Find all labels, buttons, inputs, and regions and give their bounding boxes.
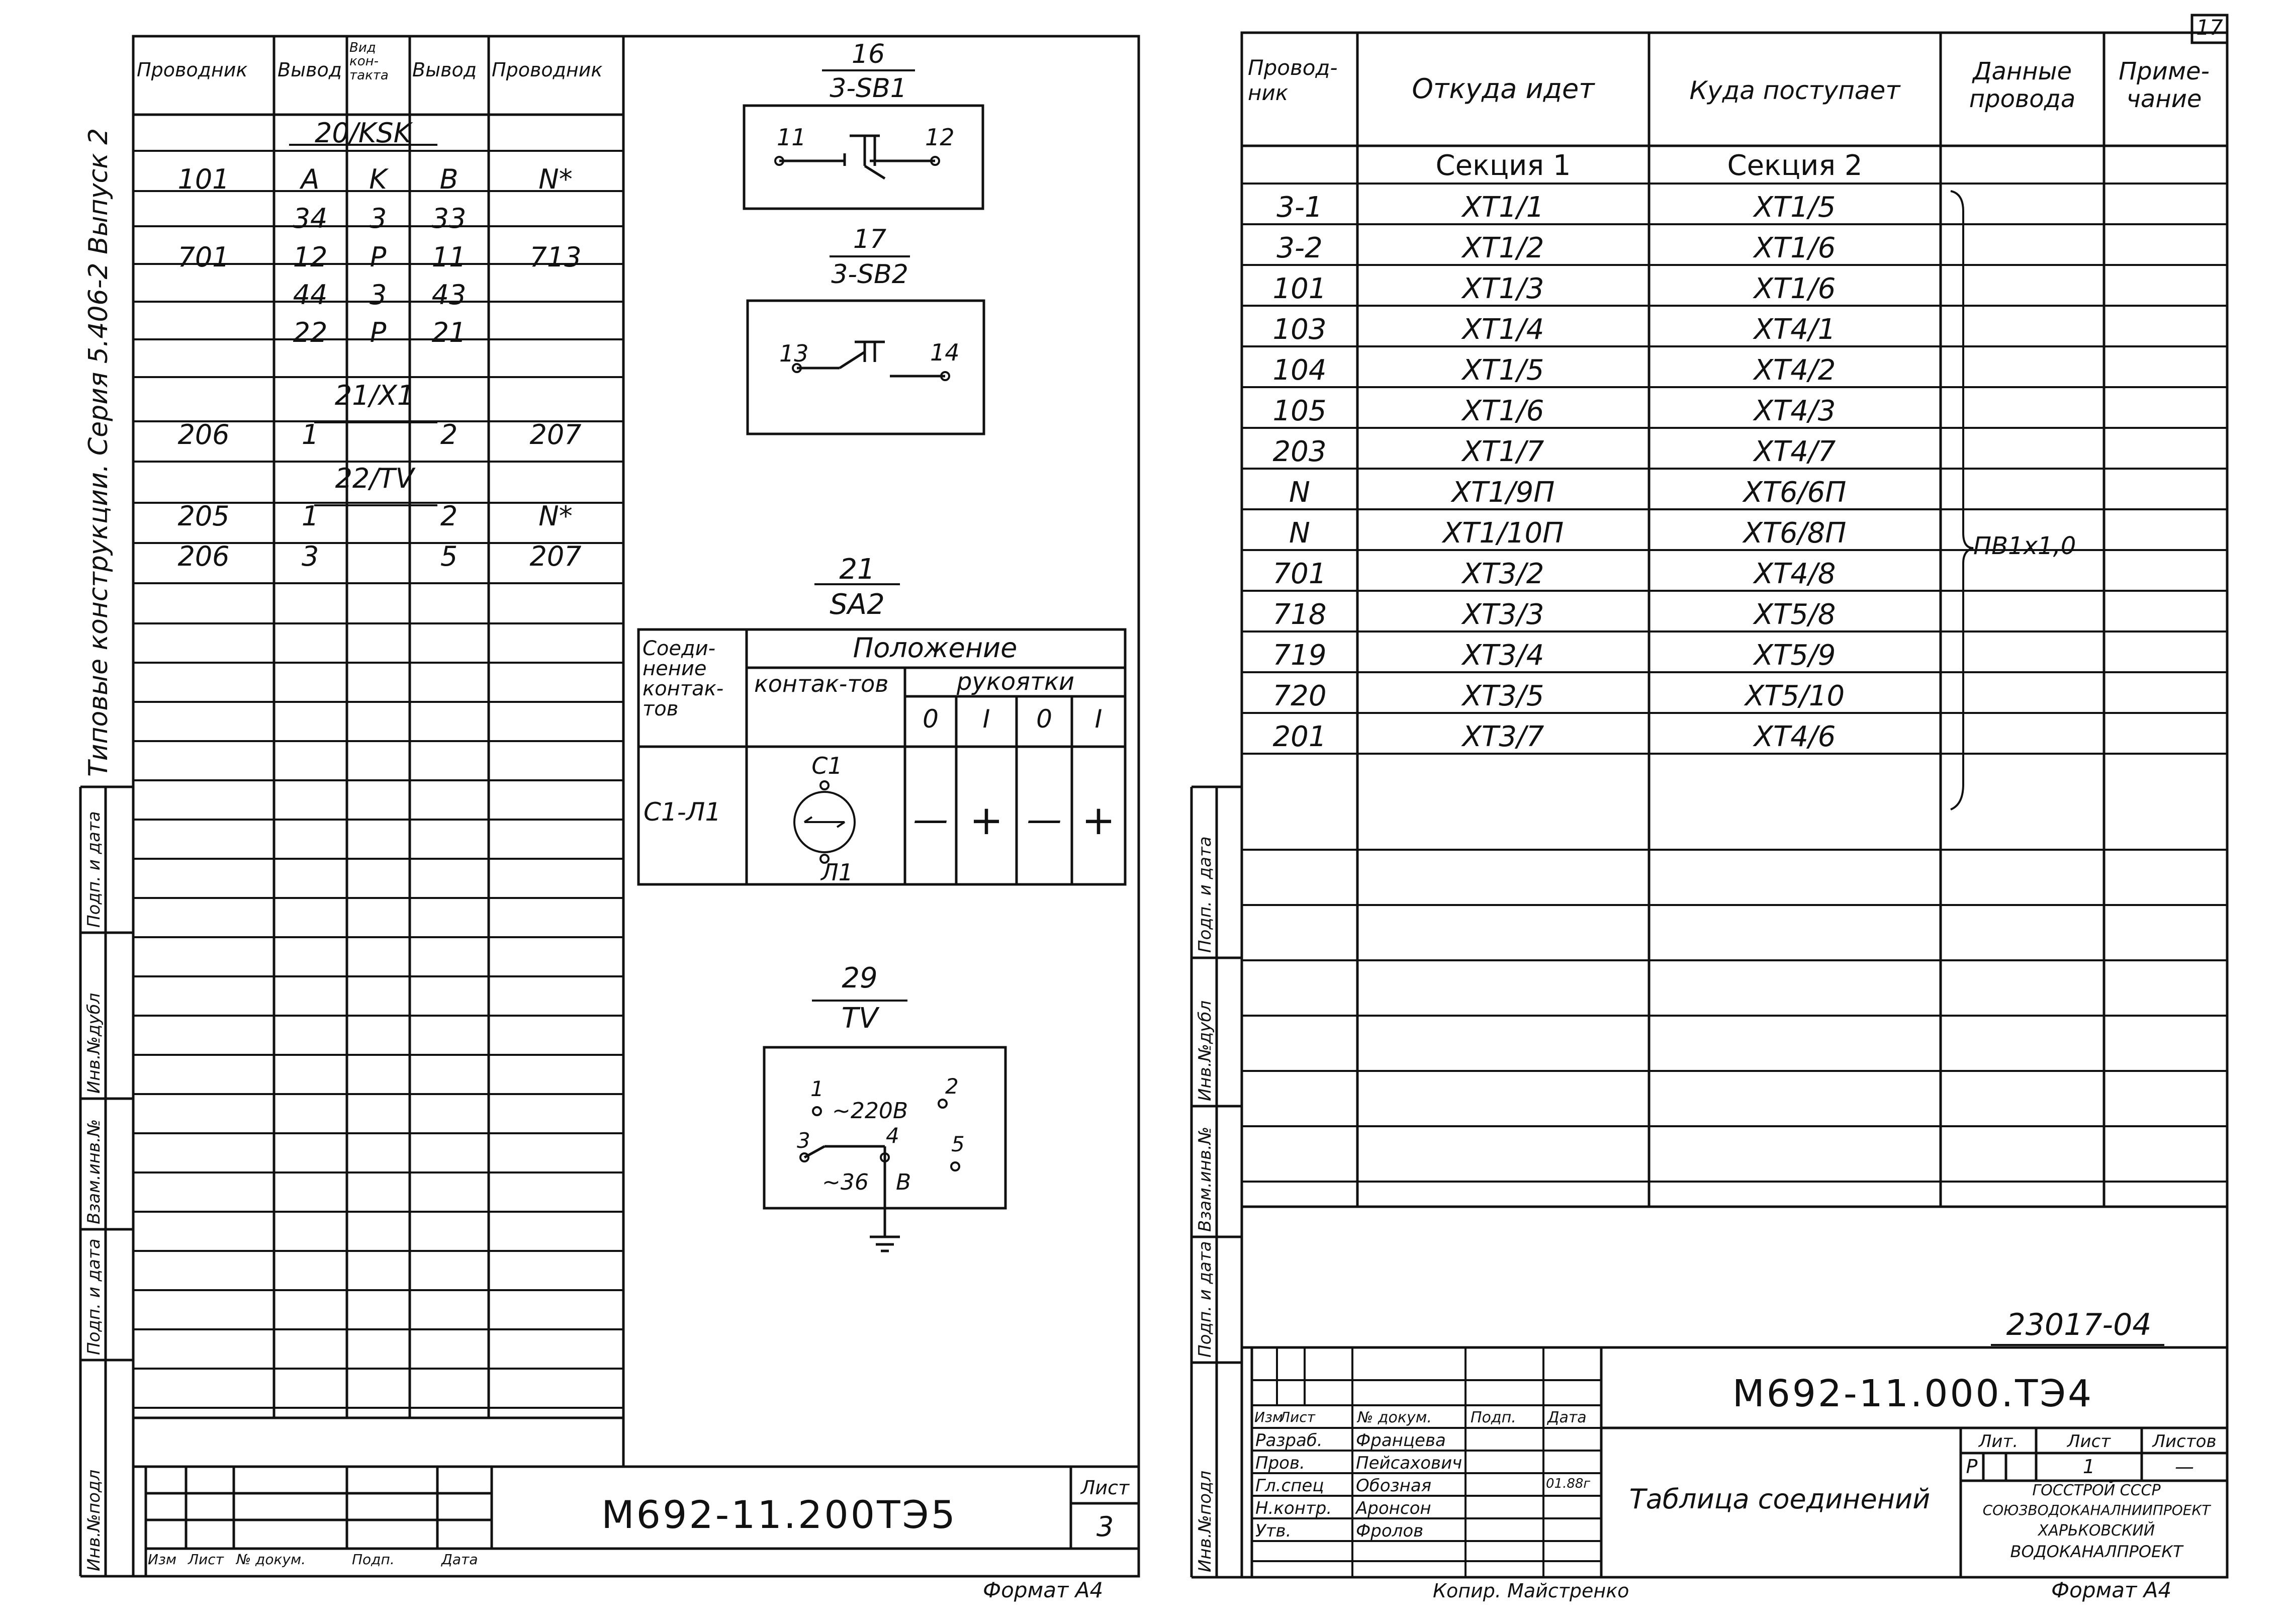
tv-ref: TV <box>841 1002 878 1035</box>
terminal-cell: 2 <box>440 500 458 532</box>
tb-lit-label: Лит. <box>1978 1431 2019 1452</box>
terminal-cell: 12 <box>293 241 328 273</box>
left-sheet-label: Лист <box>1080 1477 1130 1499</box>
sb1-ref: 3-SB1 <box>830 73 907 104</box>
sa2-position-0a: 0 <box>923 704 939 734</box>
left-stamp-sign2-label: Подп. и дата <box>84 811 104 928</box>
right-tb-col-change: Изм <box>1254 1409 1283 1425</box>
left-doc-code: М692-11.200ТЭ5 <box>601 1492 957 1537</box>
terminal-header-output: Вывод <box>278 59 342 81</box>
terminal-cell: 3 <box>301 540 319 572</box>
left-format: Формат А4 <box>983 1578 1104 1602</box>
connection-cell: XT1/2 <box>1462 232 1544 264</box>
right-format: Формат А4 <box>2051 1578 2172 1602</box>
sa2-position-0b: 0 <box>1036 704 1052 734</box>
connection-cell: 101 <box>1272 273 1327 305</box>
sa2-row-label: С1-Л1 <box>644 797 721 827</box>
signatory-name: Аронсон <box>1356 1498 1431 1518</box>
terminal-cell: N* <box>538 500 573 532</box>
left-tb-col-sign: Подп. <box>352 1551 395 1568</box>
sa2-col-contacts: контак-тов <box>754 670 889 697</box>
connection-cell: XT1/4 <box>1462 313 1544 346</box>
terminal-cell: 22 <box>293 317 328 348</box>
connection-cell: XT6/6П <box>1743 476 1847 509</box>
conn-header-note: Приме-чание <box>2119 57 2210 114</box>
terminal-cell: A <box>301 163 320 195</box>
connection-cell: XT4/3 <box>1754 395 1836 427</box>
terminal-cell: 11 <box>431 241 467 273</box>
signatory-name: Фролов <box>1356 1521 1424 1541</box>
sa2-state-1a: + <box>969 797 1003 844</box>
tv-voltage-low-unit: В <box>896 1169 911 1195</box>
margin-series-title: Типовые конструкции. Серия 5.406-2 Выпуск 2 <box>83 128 114 777</box>
sa2-handle-label: рукоятки <box>956 668 1075 696</box>
left-stamp-sign-label: Подп. и дата <box>84 1238 104 1355</box>
connection-cell: XT4/2 <box>1754 354 1836 387</box>
tv-voltage-high: ~220В <box>832 1098 908 1124</box>
terminal-cell: 101 <box>177 163 230 195</box>
connection-cell: XT3/7 <box>1462 720 1544 753</box>
signatory-role: Разраб. <box>1255 1430 1323 1451</box>
signatory-role: Н.контр. <box>1255 1498 1332 1518</box>
sa2-position-1a: I <box>982 704 990 734</box>
connection-cell: XT1/3 <box>1462 273 1544 305</box>
signatory-role: Пров. <box>1255 1453 1305 1473</box>
sa2-contact-bottom: Л1 <box>821 859 853 886</box>
terminal-cell: 43 <box>431 279 467 311</box>
left-sheet-number: 3 <box>1096 1511 1114 1543</box>
right-tb-col-sign: Подп. <box>1471 1409 1516 1426</box>
terminal-cell: K <box>369 163 387 195</box>
right-doc-code: М692-11.000.ТЭ4 <box>1732 1372 2094 1415</box>
signatory-name: Францева <box>1356 1430 1446 1451</box>
terminal-cell: 34 <box>293 203 328 234</box>
terminal-cell: 5 <box>440 540 458 572</box>
section-from: Секция 1 <box>1435 149 1571 182</box>
connection-cell: XT1/9П <box>1451 476 1555 509</box>
sb1-pin-a: 11 <box>777 124 806 151</box>
sa2-state-1b: + <box>1081 797 1116 844</box>
connection-cell: XT4/1 <box>1754 313 1836 346</box>
terminal-header-contact-type: Вид кон-такта <box>349 40 389 83</box>
copied-by: Копир. Майстренко <box>1433 1580 1629 1602</box>
connection-cell: XT3/3 <box>1462 598 1544 631</box>
sa2-col-connection: Соеди-нение контак-тов <box>643 637 724 720</box>
terminal-cell: 2 <box>440 419 458 450</box>
sa2-state-0b: — <box>1027 799 1062 840</box>
conn-header-to: Куда поступает <box>1689 76 1900 105</box>
connection-cell: XT3/2 <box>1462 558 1544 590</box>
terminal-header-conductor: Проводник <box>137 59 248 81</box>
left-stamp-inv-label: Инв.№подл <box>84 1469 104 1571</box>
terminal-header-output-2: Вывод <box>412 59 477 81</box>
sb2-ref: 3-SB2 <box>831 259 908 290</box>
connection-cell: 718 <box>1272 598 1327 631</box>
right-stamp-sign-label: Подп. и дата <box>1195 1241 1215 1358</box>
sb2-number: 17 <box>853 224 887 254</box>
connection-cell: 3-1 <box>1276 191 1323 224</box>
inventory-number: 23017-04 <box>2006 1307 2152 1342</box>
connection-cell: XT4/6 <box>1754 720 1836 753</box>
conn-header-from: Откуда идет <box>1412 73 1595 105</box>
tv-pin-2: 2 <box>945 1074 959 1099</box>
connection-cell: XT1/6 <box>1754 232 1836 264</box>
signatory-name: Пейсахович <box>1356 1453 1462 1473</box>
terminal-cell: P <box>370 241 387 273</box>
sa2-state-0a: — <box>913 799 948 840</box>
connection-cell: 701 <box>1272 558 1327 590</box>
right-stamp-inv-label: Инв.№подл <box>1195 1470 1215 1572</box>
left-stamp-dup-label: Инв.№дубл <box>84 993 104 1094</box>
sb1-number: 16 <box>851 39 885 69</box>
sb2-pin-b: 14 <box>930 339 960 366</box>
right-tb-col-docnum: № докум. <box>1357 1409 1432 1426</box>
section-to: Секция 2 <box>1727 149 1863 182</box>
terminal-cell: 206 <box>177 419 230 450</box>
tb-lit-value: Р <box>1966 1456 1978 1478</box>
wire-data-value: ПВ1х1,0 <box>1973 532 2076 560</box>
left-tb-col-date: Дата <box>441 1551 478 1568</box>
org-line-4: ВОДОКАНАЛПРОЕКТ <box>2010 1542 2183 1561</box>
tv-pin-5: 5 <box>951 1132 965 1156</box>
terminal-cell: 205 <box>177 500 230 532</box>
terminal-cell: 3 <box>369 203 387 234</box>
connection-cell: XT1/10П <box>1442 517 1564 550</box>
tb-sheet-label: Лист <box>2067 1431 2111 1452</box>
connection-cell: 719 <box>1272 639 1327 672</box>
terminal-cell: 21 <box>431 317 467 348</box>
connection-cell: XT1/6 <box>1754 273 1836 305</box>
connection-cell: 103 <box>1272 313 1327 346</box>
org-line-2: СОЮЗВОДОКАНАЛНИИПРОЕКТ <box>1982 1502 2211 1518</box>
org-line-1: ГОССТРОЙ СССР <box>2032 1482 2161 1499</box>
conn-header-wire-data: Данные провода <box>1969 57 2076 114</box>
terminal-cell: 701 <box>177 241 230 273</box>
connection-cell: XT3/5 <box>1462 680 1544 712</box>
connection-cell: XT1/6 <box>1462 395 1544 427</box>
right-table-grid <box>1242 184 2227 1182</box>
connection-cell: 201 <box>1272 720 1327 753</box>
connection-cell: XT5/10 <box>1745 680 1845 712</box>
left-tb-col-change: Изм <box>148 1551 176 1568</box>
terminal-cell: 33 <box>431 203 467 234</box>
connection-cell: XT4/8 <box>1754 558 1836 590</box>
terminal-cell: 44 <box>293 279 328 311</box>
connection-cell: XT1/7 <box>1462 435 1544 468</box>
group-label-ksk: 20/KSK <box>314 117 412 149</box>
connection-cell: XT1/1 <box>1462 191 1544 224</box>
tv-pin-1: 1 <box>810 1076 824 1101</box>
right-doc-name: Таблица соединений <box>1629 1483 1931 1515</box>
terminal-cell: 206 <box>177 540 230 572</box>
left-tb-col-docnum: № докум. <box>236 1551 306 1568</box>
signatory-name: Обозная <box>1356 1476 1432 1496</box>
right-corner-number: 17 <box>2196 15 2223 40</box>
sa2-position-1b: I <box>1094 704 1103 734</box>
signatory-date: 01.88г <box>1546 1476 1591 1491</box>
connection-cell: XT5/8 <box>1754 598 1836 631</box>
terminal-cell: 207 <box>529 419 582 450</box>
terminal-cell: 1 <box>301 419 319 450</box>
terminal-cell: 3 <box>369 279 387 311</box>
connection-cell: 203 <box>1272 435 1327 468</box>
signatory-role: Утв. <box>1255 1521 1292 1541</box>
connection-cell: 720 <box>1272 680 1327 712</box>
tb-sheets-value: — <box>2175 1456 2194 1478</box>
connection-cell: 3-2 <box>1276 232 1323 264</box>
connection-cell: N <box>1289 517 1310 550</box>
terminal-header-conductor-2: Проводник <box>492 59 603 81</box>
terminal-cell: P <box>370 317 387 348</box>
connection-cell: XT4/7 <box>1754 435 1836 468</box>
terminal-cell: 713 <box>529 241 582 273</box>
connection-cell: XT6/8П <box>1743 517 1847 550</box>
tv-pin-4: 4 <box>886 1123 899 1148</box>
terminal-cell: N* <box>538 163 573 195</box>
right-stamp-replace-label: Взам.инв.№ <box>1195 1126 1215 1232</box>
terminal-cell: 207 <box>529 540 582 572</box>
sa2-number: 21 <box>839 553 875 586</box>
tb-sheets-label: Листов <box>2152 1431 2217 1452</box>
right-tb-col-sheet: Лист <box>1279 1409 1315 1425</box>
left-tb-col-sheet: Лист <box>188 1551 224 1568</box>
terminal-cell: B <box>439 163 459 195</box>
org-line-3: ХАРЬКОВСКИЙ <box>2038 1522 2155 1540</box>
tv-voltage-low: ~36 <box>822 1169 869 1195</box>
right-stamp-dup-label: Инв.№дубл <box>1195 1000 1215 1101</box>
connection-cell: N <box>1289 476 1310 509</box>
sa2-contact-top: С1 <box>811 752 843 779</box>
tb-sheet-value: 1 <box>2082 1456 2095 1478</box>
connection-cell: 104 <box>1272 354 1327 387</box>
right-stamp-sign2-label: Подп. и дата <box>1195 836 1215 953</box>
tv-pin-3: 3 <box>797 1128 810 1153</box>
sa2-position-label: Положение <box>853 632 1018 664</box>
connection-cell: XT1/5 <box>1754 191 1836 224</box>
group-label-x1: 21/X1 <box>334 380 415 411</box>
left-stamp-replace-label: Взам.инв.№ <box>84 1119 104 1224</box>
terminal-cell: 1 <box>301 500 319 532</box>
conn-header-conductor: Провод-ник <box>1248 55 1338 106</box>
signatory-role: Гл.спец <box>1255 1476 1324 1496</box>
connection-cell: XT5/9 <box>1754 639 1836 672</box>
sb1-pin-b: 12 <box>925 124 955 151</box>
connection-cell: 105 <box>1272 395 1327 427</box>
sa2-ref: SA2 <box>830 588 885 621</box>
group-label-tv: 22/TV <box>335 463 414 494</box>
sb2-pin-a: 13 <box>779 340 809 367</box>
connection-cell: XT3/4 <box>1462 639 1544 672</box>
tv-number: 29 <box>842 962 878 995</box>
right-tb-col-date: Дата <box>1547 1409 1587 1426</box>
connection-cell: XT1/5 <box>1462 354 1544 387</box>
